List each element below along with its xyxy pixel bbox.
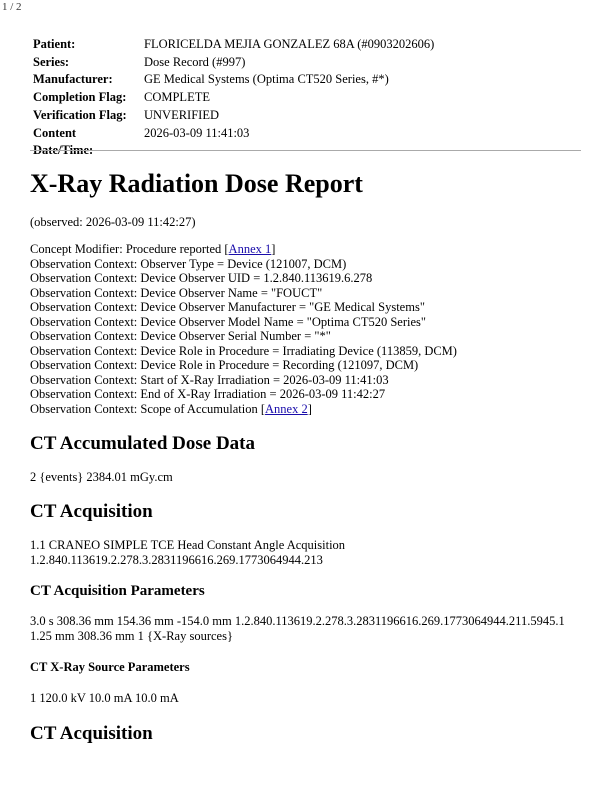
scope-line xyxy=(30,402,457,417)
acquisition-uid: 1.2.840.113619.2.278.3.2831196616.269.1773064944.213 xyxy=(30,553,323,567)
scope-text: Observation Context: Scope of Accumulation [ xyxy=(30,401,266,416)
context-line: Observation Context: Device Observer Manufacturer = "GE Medical Systems" xyxy=(30,300,425,314)
header-row-series xyxy=(30,54,437,72)
patient-header-table xyxy=(30,36,437,160)
acquisition-parameters-heading: CT Acquisition Parameters xyxy=(30,583,205,599)
header-row-patient xyxy=(30,36,437,54)
concept-modifier-line xyxy=(30,242,457,257)
xray-source-parameters-heading: CT X-Ray Source Parameters xyxy=(30,660,190,674)
header-row-completion-flag xyxy=(30,89,437,107)
ct-acquisition-heading-2: CT Acquisition xyxy=(30,723,153,744)
header-value: GE Medical Systems (Optima CT520 Series, #*) xyxy=(144,72,389,87)
header-value: 2026-03-09 11:41:03 xyxy=(144,125,250,140)
context-line: Observation Context: Device Observer Serial Number = "*" xyxy=(30,329,331,343)
report-title: X-Ray Radiation Dose Report xyxy=(30,169,363,198)
header-label: Completion Flag: xyxy=(33,90,127,105)
header-value: UNVERIFIED xyxy=(144,107,219,122)
observation-context-list xyxy=(30,242,457,416)
bracket-close: ] xyxy=(271,242,276,256)
header-label: Verification Flag: xyxy=(33,107,127,122)
header-value: Dose Record (#997) xyxy=(144,54,246,69)
acquisition-parameters-line2: 1.25 mm 308.36 mm 1 {X-Ray sources} xyxy=(30,629,233,643)
header-label: Manufacturer: xyxy=(33,72,113,87)
observed-datetime: (observed: 2026-03-09 11:42:27) xyxy=(30,215,196,229)
accumulated-dose-heading: CT Accumulated Dose Data xyxy=(30,433,256,454)
header-label: Content Date/Time: xyxy=(33,125,94,158)
annex-2-link[interactable]: Annex 2 xyxy=(265,401,308,416)
header-divider xyxy=(30,150,581,151)
header-value: FLORICELDA MEJIA GONZALEZ 68A (#0903202606) xyxy=(144,37,435,51)
acquisition-protocol: 1.1 CRANEO SIMPLE TCE Head Constant Angle Acquisition xyxy=(30,538,346,552)
concept-modifier-text: Concept Modifier: Procedure reported [ xyxy=(30,242,229,256)
context-line: Observation Context: Observer Type = Device (121007, DCM) xyxy=(30,256,347,271)
header-label: Patient: xyxy=(33,37,76,51)
context-line: Observation Context: End of X-Ray Irradiation = 2026-03-09 11:42:27 xyxy=(30,387,386,401)
header-row-verification-flag xyxy=(30,107,437,125)
xray-source-parameters-values: 1 120.0 kV 10.0 mA 10.0 mA xyxy=(30,691,179,705)
context-line: Observation Context: Device Observer Model Name = "Optima CT520 Series" xyxy=(30,314,426,329)
accumulated-dose-value: 2 {events} 2384.01 mGy.cm xyxy=(30,470,173,484)
header-row-manufacturer xyxy=(30,71,437,89)
ct-acquisition-heading: CT Acquisition xyxy=(30,501,153,522)
context-line: Observation Context: Device Role in Procedure = Irradiating Device (113859, DCM) xyxy=(30,343,457,358)
bracket-close: ] xyxy=(307,401,312,416)
context-line: Observation Context: Device Observer UID = 1.2.840.113619.6.278 xyxy=(30,271,373,285)
acquisition-parameters-line1: 3.0 s 308.36 mm 154.36 mm -154.0 mm 1.2.840.113619.2.278.3.2831196616.269.1773064944.211.5945.1 xyxy=(30,614,565,628)
header-value: COMPLETE xyxy=(144,90,210,105)
header-label: Series: xyxy=(33,54,70,69)
context-line: Observation Context: Start of X-Ray Irradiation = 2026-03-09 11:41:03 xyxy=(30,372,389,387)
context-line: Observation Context: Device Role in Procedure = Recording (121097, DCM) xyxy=(30,358,419,372)
context-line: Observation Context: Device Observer Name = "FOUCT" xyxy=(30,285,323,300)
annex-1-link[interactable]: Annex 1 xyxy=(228,242,272,256)
header-row-content-datetime xyxy=(30,125,437,160)
page-indicator: 1 / 2 xyxy=(2,1,22,13)
